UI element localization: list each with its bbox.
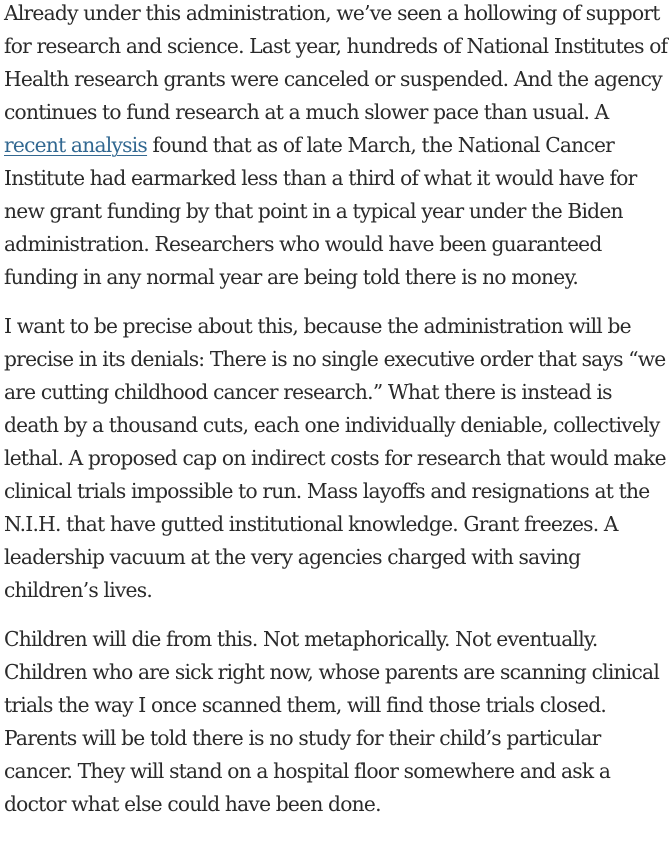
paragraph-2: I want to be precise about this, because the administration will be precise in its denials: There is no single executive order that says “we are cutting childhood cancer research.” What there is instead is death by a thousand cuts, each one individually deniable, collectively lethal. A proposed cap on indirect costs for research that would make clinical trials impossible to run. Mass layoffs and resignations at the N.I.H. that have gutted institutional knowledge. Grant freezes. A leadership vacuum at the very agencies charged with saving children’s lives.	[4, 314, 666, 602]
paragraph-1	[4, 0, 669, 294]
paragraph-3: Children will die from this. Not metaphorically. Not eventually. Children who are sick right now, whose parents are scanning clinical trials the way I once scanned them, will find those trials closed. Parents will be told there is no study for their child’s particular cancer. They will stand on a hospital floor somewhere and ask a doctor what else could have been done.	[4, 627, 660, 816]
paragraph-1-text-before-link: Already under this administration, we’ve seen a hollowing of support for research and science. Last year, hundreds of National Institutes of Health research grants were canceled or suspended. And the agency continues to fund research at a much slower pace than usual. A	[4, 1, 668, 124]
article-body	[4, 0, 669, 837]
recent-analysis-link[interactable]: recent analysis	[4, 133, 148, 157]
paragraph-1-text-after-link: found that as of late March, the National Cancer Institute had earmarked less than a third of what it would have for new grant funding by that point in a typical year under the Biden administration. Researchers who would have been guaranteed funding in any normal year are being told there is no money.	[4, 133, 637, 289]
